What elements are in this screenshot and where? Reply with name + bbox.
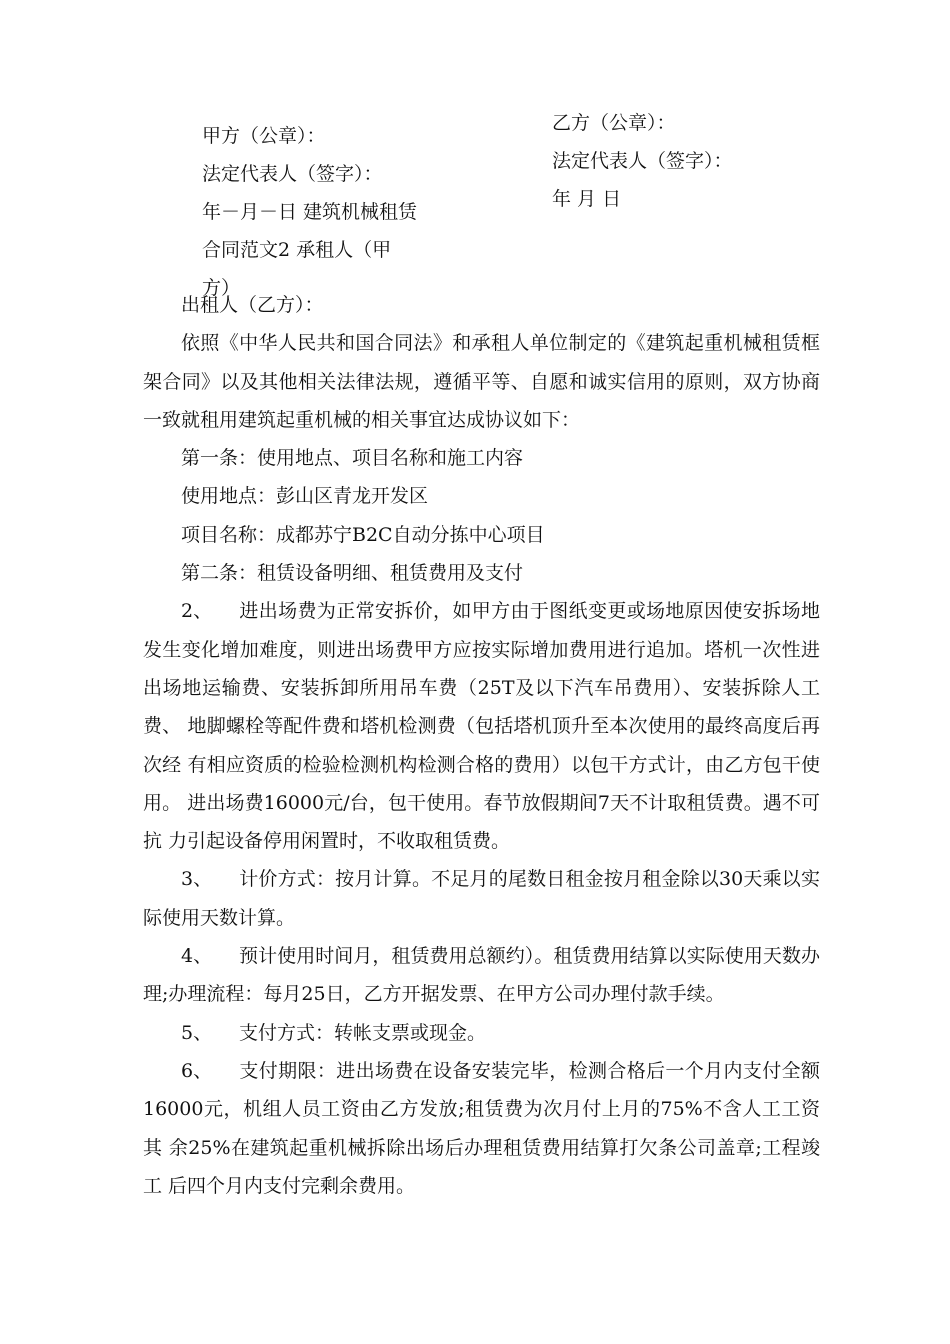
- clause-number: 2、: [181, 600, 213, 623]
- article1-title: 第一条：使用地点、项目名称和施工内容: [181, 447, 524, 470]
- party-a-date-title-line1: 年－月－日 建筑机械租赁: [202, 201, 418, 223]
- clause-text: 进出场费为正常安拆价，如甲方由于图纸变更或场地原因使安拆场地 发生变化增加难度，则进出场费甲方应按实际增加费用进行追加。塔机一次性进 出场地运输费、安装拆卸所用吊车费（25T及以下汽车吊费用）、安装拆除人工费、 地脚螺栓等配件费和塔机检测费（包括塔机顶升至本次使用的最终高度后再次经 有相应资质的检验检测机构检测合格的费用）以包干方式计，由乙方包干使用。 进出场费16000元/台，包干使用。春节放假期间7天不计取租赁费。遇不可抗 力引起设备停用闲置时，不收取租赁费。: [143, 600, 820, 853]
- clause-text: 计价方式：按月计算。不足月的尾数日租金按月租金除以30天乘以实 际使用天数计算。: [143, 868, 820, 929]
- clause-text: 支付期限：进出场费在设备安装完毕，检测合格后一个月内支付全额 16000元，机组人员工资由乙方发放;租赁费为次月付上月的75%不含人工工资其 余25%在建筑起重机械拆除出场后办理租赁费用结算打欠条公司盖章;工程竣工 后四个月内支付完剩余费用。: [143, 1059, 820, 1197]
- location-line: 使用地点：彭山区青龙开发区: [181, 485, 429, 508]
- intro-paragraph: 依照《中华人民共和国合同法》和承租人单位制定的《建筑起重机械租赁框架合同》以及其他相关法律法规，遵循平等、自愿和诚实信用的原则，双方协商一致就租用建筑起重机械的相关事宜达成协议如下：: [143, 332, 820, 431]
- clause-number: 6、: [181, 1059, 213, 1082]
- article2-title: 第二条：租赁设备明细、租赁费用及支付: [181, 562, 524, 585]
- clause-item: [143, 592, 820, 860]
- clause-text: 支付方式：转帐支票或现金。: [239, 1021, 487, 1044]
- party-a-clipped-line: 方）: [202, 277, 241, 299]
- clause-item: [143, 860, 820, 937]
- clause-item: [143, 1014, 820, 1052]
- party-b-date-label: 年 月 日: [552, 188, 622, 210]
- lessor-label: 出租人（乙方）：: [181, 294, 324, 316]
- party-b-seal-label: 乙方（公章）：: [552, 112, 676, 134]
- project-line: 项目名称：成都苏宁B2C自动分拣中心项目: [181, 523, 545, 546]
- clause-number: 5、: [181, 1021, 213, 1044]
- signature-block-party-b: [552, 104, 852, 218]
- party-a-legal-rep-label: 法定代表人（签字）：: [202, 163, 383, 185]
- signature-block-party-a: [202, 117, 430, 299]
- clause-item: [143, 937, 820, 1014]
- party-a-date-title-line2: 合同范文2 承租人（甲: [202, 239, 392, 261]
- clause-number: 3、: [181, 868, 213, 891]
- party-b-legal-rep-label: 法定代表人（签字）：: [552, 150, 733, 172]
- clause-number: 4、: [181, 945, 213, 968]
- contract-body: [143, 286, 820, 1205]
- clause-text: 预计使用时间月，租赁费用总额约）。租赁费用结算以实际使用天数办 理;办理流程：每月25日，乙方开据发票、在甲方公司办理付款手续。: [143, 945, 820, 1006]
- clause-item: [143, 1052, 820, 1205]
- party-a-seal-label: 甲方（公章）：: [202, 125, 326, 147]
